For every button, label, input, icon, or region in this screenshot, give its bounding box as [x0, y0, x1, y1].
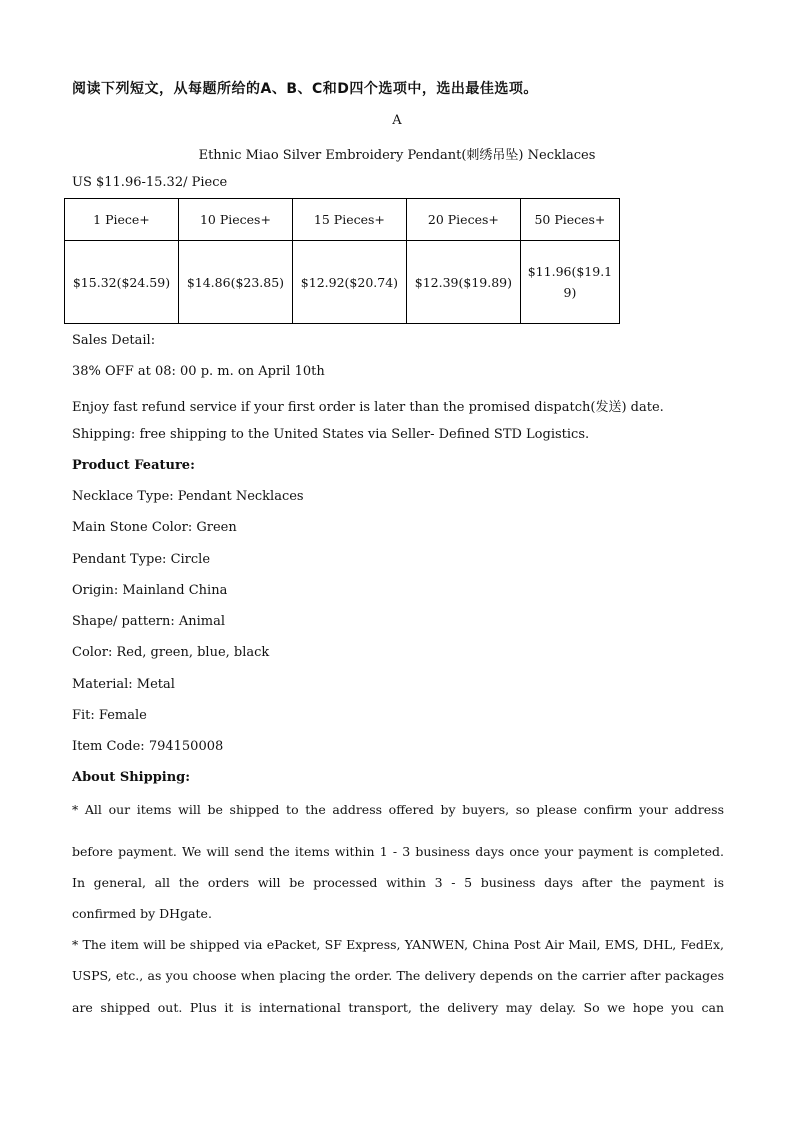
sales-heading: Sales Detail:: [72, 333, 156, 348]
price-cell-line: $11.96($19.1: [527, 264, 613, 279]
price-table-header-row: [65, 199, 620, 241]
shipping-line: are shipped out. Plus it is international transport, the delivery may delay. So we hope you can: [72, 1000, 724, 1015]
quantity-header: 50 Pieces+: [520, 199, 619, 241]
price-cell-last: [520, 241, 619, 324]
feature-item: Necklace Type: Pendant Necklaces: [72, 489, 304, 504]
price-table-value-row: [65, 241, 620, 324]
price-cell: $12.39($19.89): [406, 241, 520, 324]
price-cell: $15.32($24.59): [65, 241, 179, 324]
price-table: [64, 198, 620, 324]
shipping-line: before payment. We will send the items within 1 - 3 business days once your payment is completed.: [72, 844, 724, 859]
price-range: US $11.96-15.32/ Piece: [72, 175, 228, 190]
shipping-heading: About Shipping:: [72, 770, 191, 785]
shipping-line: confirmed by DHgate.: [72, 906, 212, 921]
shipping-line: * The item will be shipped via ePacket, SF Express, YANWEN, China Post Air Mail, EMS, DHL, FedEx,: [72, 937, 724, 952]
feature-item: Pendant Type: Circle: [72, 552, 211, 567]
instruction-text: 阅读下列短文，从每题所给的A、B、C和D四个选项中，选出最佳选项。: [72, 81, 538, 97]
shipping-line: In general, all the orders will be processed within 3 - 5 business days after the payment is: [72, 875, 724, 890]
sales-shipping: Shipping: free shipping to the United States via Seller- Defined STD Logistics.: [72, 427, 590, 442]
feature-item: Main Stone Color: Green: [72, 520, 237, 535]
feature-item: Item Code: 794150008: [72, 739, 224, 754]
shipping-line: * All our items will be shipped to the address offered by buyers, so please confirm your address: [72, 802, 724, 817]
feature-heading: Product Feature:: [72, 458, 195, 473]
price-cell: $12.92($20.74): [292, 241, 406, 324]
price-cell: $14.86($23.85): [178, 241, 292, 324]
feature-item: Origin: Mainland China: [72, 583, 228, 598]
quantity-header: 10 Pieces+: [178, 199, 292, 241]
feature-item: Material: Metal: [72, 677, 175, 692]
price-cell-line: 9): [563, 285, 577, 300]
quantity-header: 20 Pieces+: [406, 199, 520, 241]
sales-discount: 38% OFF at 08: 00 p. m. on April 10th: [72, 364, 325, 379]
section-letter: A: [392, 113, 402, 128]
feature-item: Color: Red, green, blue, black: [72, 645, 270, 660]
quantity-header: 1 Piece+: [65, 199, 179, 241]
feature-item: Shape/ pattern: Animal: [72, 614, 226, 629]
quantity-header: 15 Pieces+: [292, 199, 406, 241]
product-title: Ethnic Miao Silver Embroidery Pendant(刺绣吊坠) Necklaces: [198, 148, 596, 163]
sales-refund: Enjoy fast refund service if your first order is later than the promised dispatch(发送) date.: [72, 400, 664, 415]
shipping-line: USPS, etc., as you choose when placing the order. The delivery depends on the carrier after packages: [72, 968, 724, 983]
feature-item: Fit: Female: [72, 708, 147, 723]
